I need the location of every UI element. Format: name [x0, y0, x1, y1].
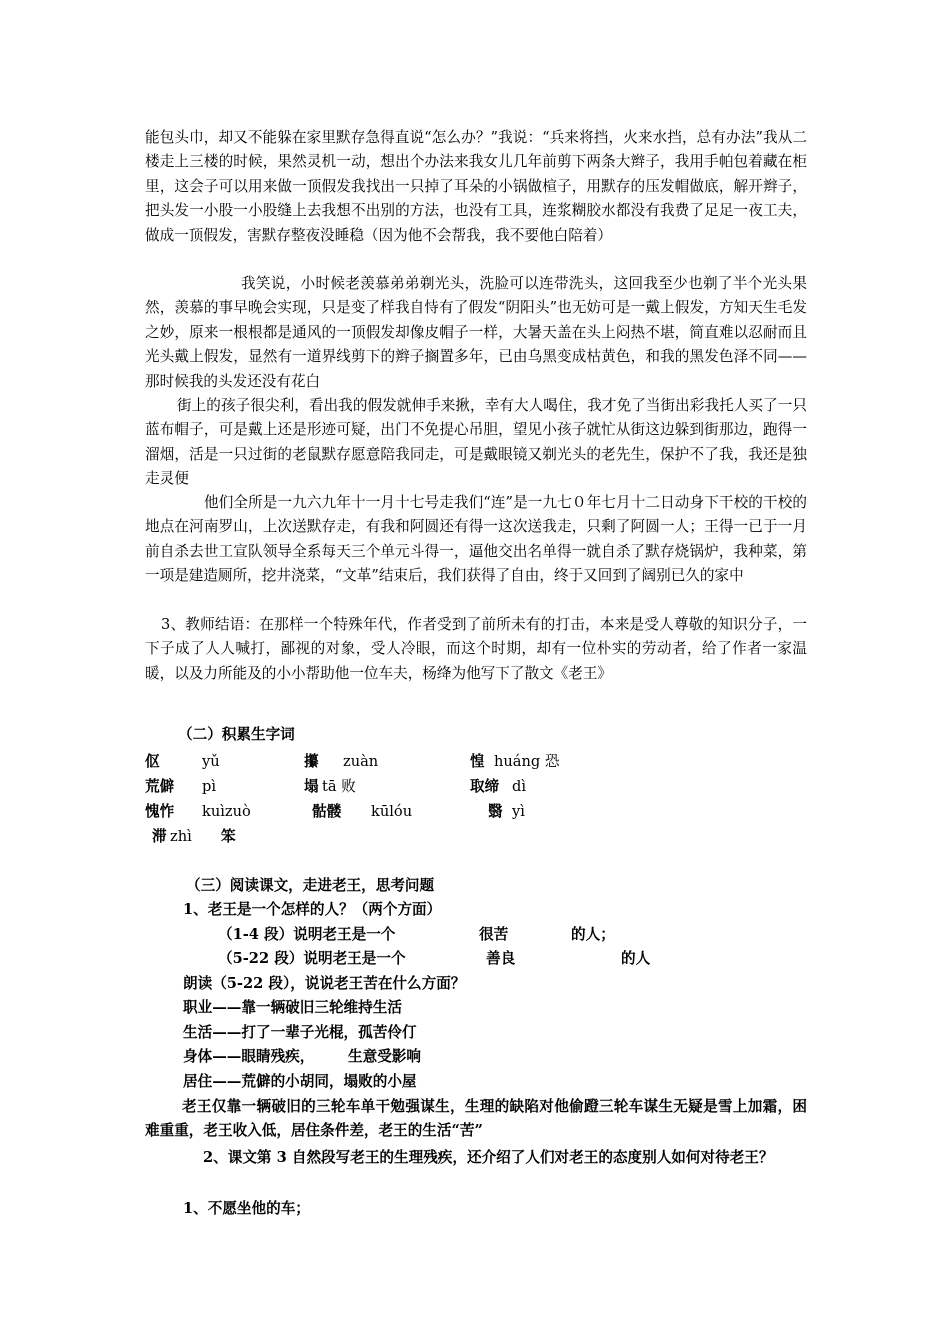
point-body: 身体——眼睛残疾， — [183, 1048, 315, 1065]
point-body-effect: 生意受影响 — [348, 1048, 421, 1065]
paragraph-cadre-school: 他们全所是一九六九年十一月十七号走我们“连”是一九七０年七月十二日动身下干校的干校的地点在河南罗山，上次送默存走，有我和阿圆还有得一这次送我走，只剩了阿圆一人；王得一已于一月前自杀去世工宣队领导全系每天三个单元斗得一，逼他交出名单得一就自杀了默存烧锅炉，我种菜，第一项是建造厕所，挖井浇菜，“文革”结束后，我们获得了自由，终于又回到了阔别已久的家中 — [145, 494, 807, 585]
question-1: 1、老王是一个怎样的人？（两个方面） — [183, 901, 442, 918]
section3-heading: （三）阅读课文，走进老王，思考问题 — [186, 877, 435, 894]
vocab-word: 惶 — [470, 753, 485, 770]
vocab-word: 骷髅 — [312, 803, 342, 820]
vocab-pinyin: yǔ — [202, 753, 220, 770]
vocab-pinyin: dì — [512, 778, 527, 795]
answer-2-prefix: （5-22 段）说明老王是一个 — [218, 950, 406, 967]
point-home: 居住——荒僻的小胡同，塌败的小屋 — [183, 1073, 417, 1090]
vocab-word: 笨 — [221, 828, 236, 845]
vocab-word: 塌 — [304, 778, 319, 795]
vocab-pinyin: kuìzuò — [202, 803, 251, 820]
vocab-word: 攥 — [304, 753, 319, 770]
answer-1-prefix: （1-4 段）说明老王是一个 — [218, 926, 396, 943]
paragraph-street-children: 街上的孩子很尖利，看出我的假发就伸手来揪，幸有大人喝住，我才免了当街出彩我托人买了一只蓝布帽子，可是戴上还是形迹可疑，出门不免提心吊胆，望见小孩子就忙从街这边躲到街那边，跑得一溜烟，活是一只过街的老鼠默存愿意陪我同走，可是戴眼镜又剃光头的老先生，保护不了我，我还是独走灵便 — [145, 397, 807, 488]
vocab-pinyin: yì — [512, 803, 525, 820]
vocab-pinyin: tā 败 — [322, 778, 356, 795]
vocab-word: 愧怍 — [145, 803, 175, 820]
paragraph-wig: 能包头巾，却又不能躲在家里默存急得直说“怎么办？”我说：“兵来将挡，火来水挡，总有办法”我从二楼走上三楼的时候，果然灵机一动，想出个办法来我女儿几年前剪下两条大辫子，我用手帕包着藏在柜里，这会子可以用来做一顶假发我找出一只掉了耳朵的小锅做楦子，用默存的压发帽做底，解开辫子，把头发一小股一小股缝上去我想不出别的方法，也没有工具，连浆糊胶水都没有我费了足足一夜工夫，做成一顶假发，害默存整夜没睡稳（因为他不会帮我，我不要他白陪着） — [145, 129, 807, 244]
answer-2-blank: 善良 — [486, 950, 516, 967]
teacher-conclusion: 3、教师结语：在那样一个特殊年代，作者受到了前所未有的打击，本来是受人尊敬的知识分子，一下子成了人人喊打，鄙视的对象，受人冷眼，而这个时期，却有一位朴实的劳动者，给了作者一家温暖，以及力所能及的小小帮助他一位车夫，杨绛为他写下了散文《老王》 — [145, 616, 807, 682]
question-2: 2、课文第 3 自然段写老王的生理残疾，还介绍了人们对老王的态度别人如何对待老王？ — [203, 1149, 774, 1166]
answer-1-blank: 很苦 — [479, 926, 509, 943]
answer-3: 1、不愿坐他的车； — [183, 1200, 310, 1217]
vocab-pinyin: zuàn — [343, 753, 379, 770]
reading-prompt: 朗读（5-22 段），说说老王苦在什么方面？ — [183, 975, 466, 992]
point-life: 生活——打了一辈子光棍，孤苦伶仃 — [183, 1024, 417, 1041]
vocab-word: 滞 — [152, 828, 167, 845]
vocab-pinyin: zhì — [170, 828, 192, 845]
answer-1-suffix: 的人； — [571, 926, 615, 943]
paragraph-shaved-head: 我笑说，小时候老羡慕弟弟剃光头，洗脸可以连带洗头，这回我至少也剃了半个光头果然，羡慕的事早晚会实现，只是变了样我自恃有了假发“阴阳头”也无妨可是一戴上假发，方知天生毛发之妙，原来一根根都是通风的一顶假发却像皮帽子一样，大暑天盖在头上闷热不堪，简直难以忍耐而且光头戴上假发，显然有一道界线剪下的辫子搁置多年，已由乌黑变成枯黄色，和我的黑发色泽不同——那时候我的头发还没有花白 — [145, 275, 807, 390]
summary-paragraph: 老王仅靠一辆破旧的三轮车单干勉强谋生，生理的缺陷对他偷蹬三轮车谋生无疑是雪上加霜，困难重重，老王收入低，居住条件差，老王的生活“苦” — [145, 1098, 807, 1140]
vocab-word: 荒僻 — [145, 778, 175, 795]
vocab-word: 取缔 — [470, 778, 500, 795]
answer-2-suffix: 的人 — [621, 950, 651, 967]
vocab-pinyin: pì — [202, 778, 217, 795]
vocab-pinyin: kūlóu — [371, 803, 413, 820]
vocab-word: 伛 — [145, 753, 160, 770]
point-job: 职业——靠一辆破旧三轮维持生活 — [183, 999, 402, 1016]
vocab-word: 翳 — [488, 803, 503, 820]
vocab-heading: （二）积累生字词 — [178, 726, 295, 743]
vocab-pinyin: huáng 恐 — [494, 753, 560, 770]
